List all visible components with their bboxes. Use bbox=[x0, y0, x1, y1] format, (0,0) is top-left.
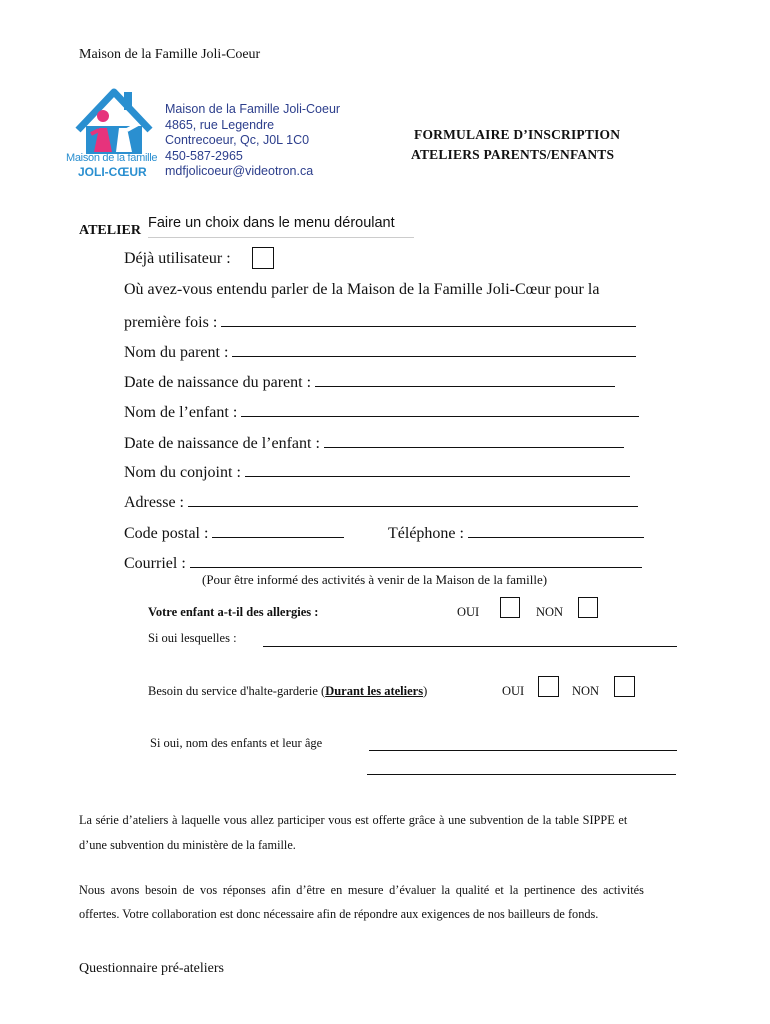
paragraph-1-line2: d’une subvention du ministère de la famille. bbox=[79, 838, 296, 852]
allergies-yes-label: OUI bbox=[457, 605, 480, 619]
parent-dob-label: Date de naissance du parent : bbox=[124, 374, 312, 391]
child-dob-input[interactable] bbox=[324, 433, 624, 448]
parent-name-row bbox=[124, 342, 636, 362]
spouse-name-input[interactable] bbox=[245, 462, 630, 477]
contact-city: Contrecoeur, Qc, J0L 1C0 bbox=[165, 133, 310, 147]
email-label: Courriel : bbox=[124, 555, 186, 572]
address-label: Adresse : bbox=[124, 494, 184, 511]
atelier-dropdown[interactable] bbox=[148, 215, 414, 238]
allergies-which-input[interactable] bbox=[263, 646, 677, 647]
daycare-question-prefix: Besoin du service d'halte-garderie ( bbox=[148, 684, 326, 698]
child-name-row bbox=[124, 402, 639, 422]
source-input-line[interactable] bbox=[221, 312, 636, 327]
postal-code-label: Code postal : bbox=[124, 525, 209, 542]
child-name-input[interactable] bbox=[241, 402, 639, 417]
child-dob-label: Date de naissance de l’enfant : bbox=[124, 435, 320, 452]
daycare-children-input-1[interactable] bbox=[369, 750, 677, 751]
email-input[interactable] bbox=[190, 553, 642, 568]
daycare-no-checkbox[interactable] bbox=[614, 676, 635, 697]
daycare-children-input-2[interactable] bbox=[367, 774, 676, 775]
postal-code-input[interactable] bbox=[212, 523, 344, 538]
contact-phone: 450-587-2965 bbox=[165, 148, 243, 163]
logo bbox=[66, 82, 158, 180]
address-input[interactable] bbox=[188, 492, 638, 507]
spouse-name-label: Nom du conjoint : bbox=[124, 464, 241, 481]
deja-utilisateur-checkbox[interactable] bbox=[252, 247, 274, 269]
paragraph-2-line1: Nous avons besoin de vos réponses afin d’être en mesure d’évaluer la qualité et la pertinence des activités bbox=[79, 883, 644, 897]
org-name-header: Maison de la Famille Joli-Coeur bbox=[79, 47, 261, 62]
parent-dob-row bbox=[124, 372, 615, 392]
allergies-which-label: Si oui lesquelles : bbox=[148, 631, 237, 645]
source-question-line2 bbox=[124, 312, 636, 332]
daycare-yes-checkbox[interactable] bbox=[538, 676, 559, 697]
daycare-question-suffix: ) bbox=[423, 684, 428, 698]
questionnaire-heading: Questionnaire pré-ateliers bbox=[79, 961, 224, 976]
daycare-children-label: Si oui, nom des enfants et leur âge bbox=[150, 736, 323, 750]
contact-street: 4865, rue Legendre bbox=[165, 117, 275, 132]
child-name-label: Nom de l’enfant : bbox=[124, 404, 238, 421]
contact-block bbox=[165, 102, 340, 180]
logo-text-2: JOLI-CŒUR bbox=[78, 165, 147, 179]
parent-name-input[interactable] bbox=[232, 342, 636, 357]
allergies-yes-checkbox[interactable] bbox=[500, 597, 520, 618]
daycare-question bbox=[148, 684, 427, 699]
contact-name: Maison de la Famille Joli-Coeur bbox=[165, 102, 341, 116]
source-question-label: première fois : bbox=[124, 314, 218, 331]
allergies-no-label: NON bbox=[536, 605, 564, 619]
allergies-no-checkbox[interactable] bbox=[578, 597, 598, 618]
allergies-question: Votre enfant a-t-il des allergies : bbox=[148, 605, 319, 619]
paragraph-1-line1: La série d’ateliers à laquelle vous allez participer vous est offerte grâce à une subvention de la table SIPPE et bbox=[79, 813, 628, 827]
parent-name-label: Nom du parent : bbox=[124, 344, 229, 361]
phone-label: Téléphone : bbox=[388, 525, 464, 542]
form-title-line1: FORMULAIRE D’INSCRIPTION bbox=[414, 127, 621, 142]
atelier-dropdown-value: Faire un choix dans le menu déroulant bbox=[148, 215, 395, 231]
deja-utilisateur-label: Déjà utilisateur : bbox=[124, 250, 231, 267]
source-question-line1: Où avez-vous entendu parler de la Maison de la Famille Joli-Cœur pour la bbox=[124, 281, 600, 298]
daycare-no-label: NON bbox=[572, 684, 600, 698]
daycare-question-emphasis: Durant les ateliers bbox=[325, 684, 424, 698]
email-note: (Pour être informé des activités à venir de la Maison de la famille) bbox=[202, 572, 548, 587]
phone-input[interactable] bbox=[468, 523, 644, 538]
spouse-name-row bbox=[124, 462, 630, 482]
allergies-which-row bbox=[148, 631, 237, 646]
logo-text-1: Maison de la famille bbox=[66, 152, 158, 164]
child-dob-row bbox=[124, 433, 624, 453]
postal-code-row bbox=[124, 523, 344, 543]
contact-email: mdfjolicoeur@videotron.ca bbox=[165, 164, 314, 178]
parent-dob-input[interactable] bbox=[315, 372, 615, 387]
address-row bbox=[124, 492, 638, 512]
atelier-label: ATELIER bbox=[79, 223, 141, 238]
phone-row bbox=[388, 523, 644, 543]
daycare-yes-label: OUI bbox=[502, 684, 525, 698]
email-row bbox=[124, 553, 642, 573]
paragraph-2-line2: offertes. Votre collaboration est donc nécessaire afin de répondre aux exigences de nos bailleurs de fonds. bbox=[79, 907, 599, 921]
form-title-line2: ATELIERS PARENTS/ENFANTS bbox=[411, 147, 615, 162]
